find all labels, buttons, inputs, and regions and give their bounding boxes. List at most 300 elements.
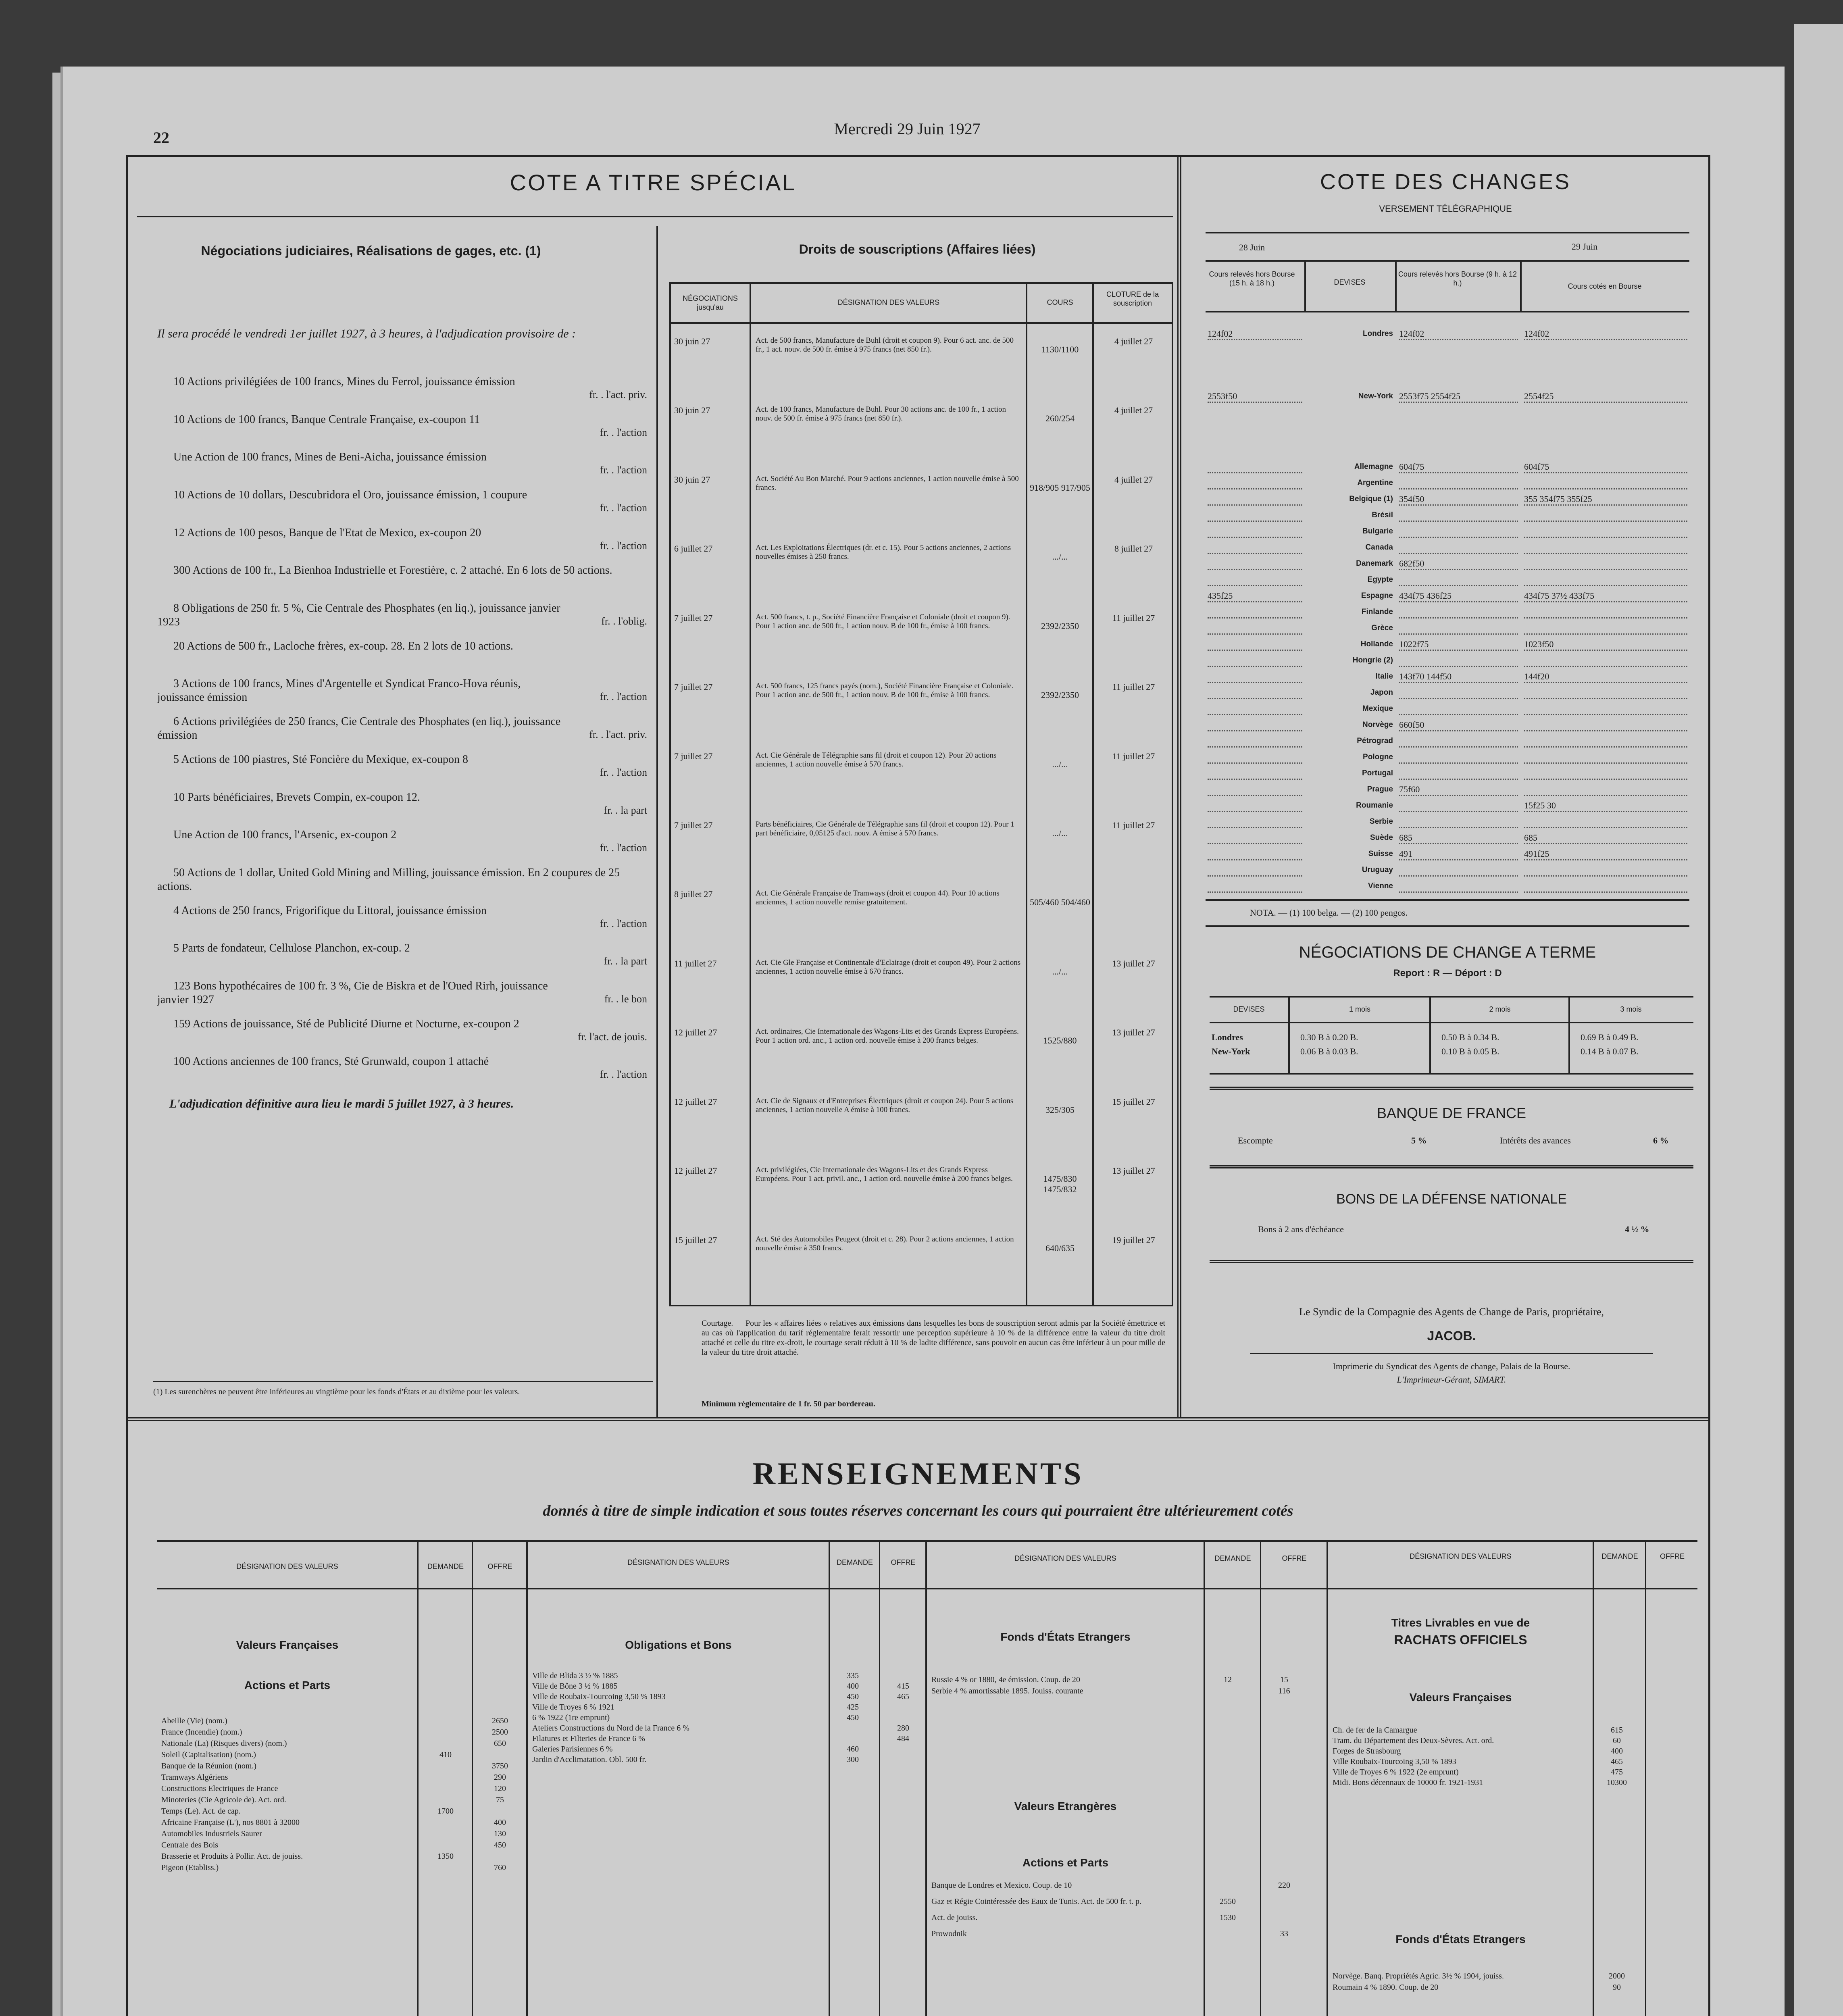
sub-designation: Parts bénéficiaires, Cie Générale de Télégraphie sans fil (droit et coupon 12). Pour 1 part bénéficiaire, 0,05125 d'act. nouv. A émise à 570 francs. bbox=[756, 820, 1014, 837]
souscriptions-title: Droits de souscriptions (Affaires liées) bbox=[799, 242, 1036, 256]
valeur-name: Ville de Troyes 6 % 1922 (2e emprunt) bbox=[1333, 1768, 1459, 1776]
change-bourse bbox=[1524, 816, 1687, 828]
sub-cours: 1525/880 bbox=[1043, 1035, 1077, 1045]
sub-cours: 260/254 bbox=[1045, 413, 1075, 423]
valeur-offre: 75 bbox=[496, 1795, 504, 1804]
valeur-name: Abeille (Vie) (nom.) bbox=[161, 1716, 227, 1725]
change-hors-bourse: 1022f75 bbox=[1399, 639, 1518, 651]
valeur-name: Africaine Française (L'), nos 8801 à 32000 bbox=[161, 1818, 300, 1827]
sub-date: 30 juin 27 bbox=[674, 405, 710, 415]
change-hors-bourse: 143f70 144f50 bbox=[1399, 671, 1518, 683]
adjudication-unit: fr. l'act. de jouis. bbox=[577, 1031, 647, 1043]
change-bourse bbox=[1524, 478, 1687, 489]
change-bourse: 434f75 37½ 433f75 bbox=[1524, 591, 1687, 602]
divider-renseignements bbox=[126, 1417, 1710, 1421]
change-hors-bourse: 434f75 436f25 bbox=[1399, 591, 1518, 602]
sub-date: 7 juillet 27 bbox=[674, 751, 713, 761]
valeur-name: Roumain 4 % 1890. Coup. de 20 bbox=[1333, 1983, 1439, 1992]
valeur-offre: 33 bbox=[1280, 1929, 1288, 1938]
change-prev bbox=[1208, 720, 1302, 731]
valeur-name: Ville de Roubaix-Tourcoing 3,50 % 1893 bbox=[532, 1692, 666, 1701]
change-bourse bbox=[1524, 655, 1687, 667]
sub-cloture: 4 juillet 27 bbox=[1114, 475, 1153, 485]
valeur-demande: 335 bbox=[847, 1671, 859, 1680]
terme-devise: Londres bbox=[1212, 1032, 1243, 1042]
terme-table: DEVISES 1 mois 2 mois 3 mois Londres 0.30 B à 0.20 B. 0.50 B à 0.34 B. 0.69 B à 0.49 B. New-York 0.06 B à 0.03 B. 0.10 B à 0.05 B. 0.14 B à 0.07 B. bbox=[1210, 996, 1693, 1075]
sub-designation: Act. de 500 francs, Manufacture de Buhl (droit et coupon 9). Pour 6 act. anc. de 500 fr., 1 act. nouv. de 500 fr. émise à 975 francs (net 850 fr.). bbox=[756, 336, 1014, 354]
adjudication-unit: fr. . l'action bbox=[600, 1068, 647, 1080]
valeur-demande: 400 bbox=[847, 1682, 859, 1691]
adjudication-item: 123 Bons hypothécaires de 100 fr. 3 %, Cie de Biskra et de l'Oued Rirh, jouissance janvier 1927 bbox=[157, 980, 548, 1006]
adjudication-unit: fr. . l'action bbox=[600, 464, 647, 476]
change-devise: Belgique (1) bbox=[1349, 495, 1393, 503]
change-prev bbox=[1208, 881, 1302, 893]
imprimerie-text: Imprimerie du Syndicat des Agents de change, Palais de la Bourse. bbox=[1333, 1361, 1570, 1371]
change-prev bbox=[1208, 494, 1302, 506]
valeur-name: Automobiles Industriels Saurer bbox=[161, 1829, 262, 1838]
adjudication-item: 100 Actions anciennes de 100 francs, Sté Grunwald, coupon 1 attaché bbox=[173, 1055, 489, 1068]
change-bourse bbox=[1524, 623, 1687, 635]
adjudication-item: 12 Actions de 100 pesos, Banque de l'Etat de Mexico, ex-coupon 20 bbox=[173, 527, 481, 539]
change-devise: Londres bbox=[1363, 329, 1393, 338]
sub-cours: .../... bbox=[1052, 552, 1068, 562]
change-devise: Norvège bbox=[1362, 721, 1393, 729]
sub-date: 30 juin 27 bbox=[674, 336, 710, 346]
valeur-name: Serbie 4 % amortissable 1895. Jouiss. courante bbox=[931, 1687, 1083, 1695]
sub-cours: 1475/830 1475/832 bbox=[1043, 1174, 1077, 1194]
adjudication-item: 10 Parts bénéficiaires, Brevets Compin, ex-coupon 12. bbox=[173, 791, 420, 804]
footnote: (1) Les surenchères ne peuvent être inférieures au vingtième pour les fonds d'États et au dixième pour les valeurs. bbox=[153, 1387, 520, 1396]
change-bourse bbox=[1524, 558, 1687, 570]
valeur-demande: 410 bbox=[439, 1750, 452, 1759]
valeur-name: Filatures et Filteries de France 6 % bbox=[532, 1734, 645, 1743]
change-prev bbox=[1208, 655, 1302, 667]
sub-designation: Act. Cie Générale de Télégraphie sans fil (droit et coupon 12). Pour 20 actions anciennes, 1 action nouvelle émise à 570 francs. bbox=[756, 751, 997, 768]
sub-date: 8 juillet 27 bbox=[674, 889, 713, 899]
renseignements-title: RENSEIGNEMENTS bbox=[752, 1456, 1084, 1491]
adjudication-item: 159 Actions de jouissance, Sté de Publicité Diurne et Nocturne, ex-coupon 2 bbox=[173, 1018, 519, 1030]
sub-cloture: 13 juillet 27 bbox=[1112, 1027, 1155, 1037]
sub-cours: 325/305 bbox=[1045, 1105, 1075, 1115]
change-devise: Prague bbox=[1367, 785, 1393, 793]
change-bourse bbox=[1524, 736, 1687, 748]
valeur-demande: 1530 bbox=[1220, 1913, 1236, 1922]
date-prev: 28 Juin bbox=[1239, 242, 1265, 252]
change-devise: Pétrograd bbox=[1357, 737, 1393, 745]
titres-livrables-heading: Titres Livrables en vue de bbox=[1391, 1616, 1530, 1629]
change-prev bbox=[1208, 704, 1302, 715]
valeur-name: Temps (Le). Act. de cap. bbox=[161, 1807, 241, 1816]
valeur-offre: 760 bbox=[494, 1863, 506, 1872]
change-devise: Suède bbox=[1370, 833, 1393, 842]
valeur-offre: 290 bbox=[494, 1773, 506, 1782]
changes-subtitle: VERSEMENT TÉLÉGRAPHIQUE bbox=[1379, 204, 1512, 214]
sub-cloture: 13 juillet 27 bbox=[1112, 958, 1155, 968]
sub-date: 12 juillet 27 bbox=[674, 1097, 717, 1107]
valeur-name: Russie 4 % or 1880, 4e émission. Coup. de 20 bbox=[931, 1675, 1080, 1684]
adjudication-unit: fr. . l'action bbox=[600, 766, 647, 778]
change-devise: Brésil bbox=[1372, 511, 1393, 519]
sub-date: 11 juillet 27 bbox=[674, 958, 717, 968]
sub-cours: 2392/2350 bbox=[1041, 690, 1079, 700]
sub-cours: 1130/1100 bbox=[1041, 344, 1079, 354]
banque-title: BANQUE DE FRANCE bbox=[1377, 1105, 1526, 1121]
change-prev: 124f02 bbox=[1208, 329, 1302, 340]
change-prev: 2553f50 bbox=[1208, 391, 1302, 403]
outro-text: L'adjudication définitive aura lieu le mardi 5 juillet 1927, à 3 heures. bbox=[169, 1097, 514, 1110]
sub-date: 6 juillet 27 bbox=[674, 544, 713, 554]
valeur-offre: 2500 bbox=[492, 1728, 508, 1737]
sub-designation: Act. ordinaires, Cie Internationale des Wagons-Lits et des Grands Express Européens. Pour 1 action ord. anc., 1 action ord. nouvelle émise à 200 francs belges. bbox=[756, 1027, 1019, 1045]
change-hors-bourse bbox=[1399, 575, 1518, 586]
change-bourse: 1023f50 bbox=[1524, 639, 1687, 651]
change-prev bbox=[1208, 752, 1302, 764]
change-hors-bourse bbox=[1399, 704, 1518, 715]
valeur-offre: 400 bbox=[494, 1818, 506, 1827]
valeur-name: Ville Roubaix-Tourcoing 3,50 % 1893 bbox=[1333, 1757, 1456, 1766]
terme-subtitle: Report : R — Déport : D bbox=[1393, 968, 1502, 979]
valeur-demande: 90 bbox=[1613, 1983, 1621, 1992]
adjudication-item: 300 Actions de 100 fr., La Bienhoa Industrielle et Forestière, c. 2 attaché. En 6 lots de 50 actions. bbox=[173, 564, 612, 577]
change-bourse bbox=[1524, 784, 1687, 796]
valeur-demande: 425 bbox=[847, 1703, 859, 1712]
change-devise: Hongrie (2) bbox=[1352, 656, 1393, 664]
change-bourse bbox=[1524, 607, 1687, 619]
adjudication-unit: fr. . l'action bbox=[600, 842, 647, 854]
bons-title: BONS DE LA DÉFENSE NATIONALE bbox=[1336, 1191, 1567, 1207]
valeur-name: Constructions Electriques de France bbox=[161, 1784, 278, 1793]
col-header-cours: COURS bbox=[1047, 298, 1073, 306]
adjudication-item: 20 Actions de 500 fr., Lacloche frères, ex-coup. 28. En 2 lots de 10 actions. bbox=[173, 640, 513, 652]
valeur-name: Tram. du Département des Deux-Sèvres. Act. ord. bbox=[1333, 1736, 1494, 1745]
valeurs-etrangeres-heading: Valeurs Etrangères bbox=[1014, 1800, 1117, 1812]
valeur-offre: 465 bbox=[897, 1692, 909, 1701]
change-devise: Danemark bbox=[1356, 559, 1393, 568]
valeurs-francaises-heading: Valeurs Françaises bbox=[236, 1639, 339, 1651]
valeur-demande: 400 bbox=[1611, 1747, 1623, 1756]
change-hors-bourse: 124f02 bbox=[1399, 329, 1518, 340]
adjudication-item: 10 Actions de 10 dollars, Descubridora el Oro, jouissance émission, 1 coupure bbox=[173, 489, 527, 501]
adjudication-item: 4 Actions de 250 francs, Frigorifique du Littoral, jouissance émission bbox=[173, 904, 487, 917]
gerant-text: L'Imprimeur-Gérant, SIMART. bbox=[1397, 1375, 1506, 1385]
valeur-name: Nationale (La) (Risques divers) (nom.) bbox=[161, 1739, 287, 1748]
change-prev: 435f25 bbox=[1208, 591, 1302, 602]
change-bourse: 124f02 bbox=[1524, 329, 1687, 340]
valeur-demande: 1700 bbox=[437, 1807, 454, 1816]
valeur-demande: 460 bbox=[847, 1745, 859, 1754]
adjudication-unit: fr. . l'action bbox=[600, 502, 647, 514]
change-bourse bbox=[1524, 526, 1687, 538]
sub-cloture: 8 juillet 27 bbox=[1114, 544, 1153, 554]
syndic-name: JACOB. bbox=[1427, 1329, 1476, 1343]
change-hors-bourse: 660f50 bbox=[1399, 720, 1518, 731]
valeur-offre: 220 bbox=[1278, 1881, 1290, 1890]
sub-cloture: 15 juillet 27 bbox=[1112, 1097, 1155, 1107]
sub-cloture: 19 juillet 27 bbox=[1112, 1235, 1155, 1245]
adjudication-unit: fr. . le bon bbox=[604, 993, 647, 1005]
adjudication-unit: fr. . l'action bbox=[600, 691, 647, 702]
change-hors-bourse bbox=[1399, 865, 1518, 877]
sub-designation: Act. 500 francs, 125 francs payés (nom.), Société Financière Française et Coloniale. Pour 1 action anc. de 500 fr., 1 action nouv. B de 100 fr., émise à 100 francs. bbox=[756, 682, 1014, 699]
change-devise: Argentine bbox=[1357, 479, 1393, 487]
change-prev bbox=[1208, 526, 1302, 538]
change-bourse bbox=[1524, 720, 1687, 731]
adjudication-item: 50 Actions de 1 dollar, United Gold Mining and Milling, jouissance émission. En 2 coupures de 25 actions. bbox=[157, 866, 620, 893]
valeur-demande: 450 bbox=[847, 1713, 859, 1722]
valeur-name: Soleil (Capitalisation) (nom.) bbox=[161, 1750, 256, 1759]
change-prev bbox=[1208, 784, 1302, 796]
change-prev bbox=[1208, 558, 1302, 570]
valeur-name: Forges de Strasbourg bbox=[1333, 1747, 1401, 1756]
page-number: 22 bbox=[153, 129, 169, 147]
change-devise: Hollande bbox=[1360, 640, 1393, 648]
valeur-offre: 116 bbox=[1278, 1687, 1290, 1695]
change-devise: Italie bbox=[1375, 672, 1393, 681]
minimum-text: Minimum réglementaire de 1 fr. 50 par bordereau. bbox=[702, 1400, 875, 1408]
renseignements-subtitle: donnés à titre de simple indication et sous toutes réserves concernant les cours qui pourraient être ultérieurement cotés bbox=[543, 1502, 1293, 1519]
sub-date: 15 juillet 27 bbox=[674, 1235, 717, 1245]
change-prev bbox=[1208, 607, 1302, 619]
sub-designation: Act. Société Au Bon Marché. Pour 9 actions anciennes, 1 action nouvelle émise à 500 francs. bbox=[756, 475, 1019, 492]
syndic-text: Le Syndic de la Compagnie des Agents de Change de Paris, propriétaire, bbox=[1299, 1306, 1604, 1318]
change-hors-bourse bbox=[1399, 542, 1518, 554]
sub-designation: Act. Cie Générale Française de Tramways (droit et coupon 44). Pour 10 actions anciennes, 1 action nouvelle remise gratuitement. bbox=[756, 889, 1000, 906]
change-bourse: 604f75 bbox=[1524, 462, 1687, 473]
sub-date: 7 juillet 27 bbox=[674, 613, 713, 623]
change-bourse: 491f25 bbox=[1524, 849, 1687, 860]
changes-nota: NOTA. — (1) 100 belga. — (2) 100 pengos. bbox=[1250, 908, 1408, 918]
change-devise: Bulgarie bbox=[1362, 527, 1393, 535]
change-prev bbox=[1208, 623, 1302, 635]
valeur-demande: 300 bbox=[847, 1755, 859, 1764]
sub-cloture: 11 juillet 27 bbox=[1112, 820, 1155, 830]
sub-cloture: 4 juillet 27 bbox=[1114, 405, 1153, 415]
valeur-name: Ville de Blida 3 ½ % 1885 bbox=[532, 1671, 618, 1680]
valeur-name: Prowodnik bbox=[931, 1929, 967, 1938]
change-hors-bourse: 354f50 bbox=[1399, 494, 1518, 506]
terme-title: NÉGOCIATIONS DE CHANGE A TERME bbox=[1299, 943, 1596, 961]
change-devise: Portugal bbox=[1362, 769, 1393, 777]
valeur-offre: 15 bbox=[1280, 1675, 1288, 1684]
adjudication-list bbox=[157, 375, 647, 1101]
change-hors-bourse: 2553f75 2554f25 bbox=[1399, 391, 1518, 403]
divider-changes bbox=[1177, 155, 1181, 1417]
valeur-offre: 415 bbox=[897, 1682, 909, 1691]
change-prev bbox=[1208, 478, 1302, 489]
valeur-name: Banque de la Réunion (nom.) bbox=[161, 1762, 257, 1770]
change-prev bbox=[1208, 687, 1302, 699]
change-devise: Allemagne bbox=[1354, 462, 1393, 471]
change-bourse bbox=[1524, 865, 1687, 877]
adjudication-item: 6 Actions privilégiées de 250 francs, Cie Centrale des Phosphates (en liq.), jouissance émission bbox=[157, 715, 561, 741]
adjudication-item: 5 Parts de fondateur, Cellulose Planchon, ex-coup. 2 bbox=[173, 942, 410, 954]
actions-parts-heading: Actions et Parts bbox=[244, 1679, 331, 1691]
change-prev bbox=[1208, 671, 1302, 683]
change-hors-bourse bbox=[1399, 768, 1518, 780]
change-hors-bourse: 75f60 bbox=[1399, 784, 1518, 796]
change-prev bbox=[1208, 849, 1302, 860]
adjudication-unit: fr. . l'act. priv. bbox=[589, 729, 647, 740]
valeur-name: Midi. Bons décennaux de 10000 fr. 1921-1931 bbox=[1333, 1778, 1483, 1787]
change-prev bbox=[1208, 639, 1302, 651]
valeur-demande: 10300 bbox=[1607, 1778, 1627, 1787]
sub-designation: Act. 500 francs, t. p., Société Financière Française et Coloniale (droit et coupon 9). Pour 1 action anc. de 500 fr., 1 action nouv. B de 100 fr., émise à 100 francs. bbox=[756, 613, 1010, 630]
change-devise: Uruguay bbox=[1362, 866, 1393, 874]
valeur-name: Jardin d'Acclimatation. Obl. 500 fr. bbox=[532, 1755, 646, 1764]
sub-date: 12 juillet 27 bbox=[674, 1027, 717, 1037]
change-bourse bbox=[1524, 575, 1687, 586]
change-prev bbox=[1208, 510, 1302, 522]
rule bbox=[137, 216, 1173, 217]
change-bourse: 355 354f75 355f25 bbox=[1524, 494, 1687, 506]
sub-date: 30 juin 27 bbox=[674, 475, 710, 485]
change-devise: Serbie bbox=[1369, 817, 1393, 826]
courtage-text: Courtage. — Pour les « affaires liées » relatives aux émissions dans lesquelles les bons de souscription seront admis par la Société émettrice et au cas où l'application du tarif réglementaire ferait ressortir une perception supérieure à 10 % de la différence entre la valeur du titre droit attaché et celle du titre ex-droit, le courtage serait réduit à 10 % de ladite différence, sans pouvoir en aucun cas être inférieur à un pour mille de la valeur du titre droit attaché. bbox=[702, 1319, 1165, 1357]
sub-designation: Act. Cie Gle Française et Continentale d'Eclairage (droit et coupon 49). Pour 2 actions anciennes, 1 action nouvelle émise à 670 francs. bbox=[756, 958, 1021, 976]
adjacent-page-edge bbox=[1794, 24, 1843, 2016]
valeur-offre: 280 bbox=[897, 1724, 909, 1733]
change-devise: Japon bbox=[1370, 688, 1393, 697]
change-bourse bbox=[1524, 881, 1687, 893]
change-prev bbox=[1208, 865, 1302, 877]
change-hors-bourse: 604f75 bbox=[1399, 462, 1518, 473]
sub-cours: .../... bbox=[1052, 759, 1068, 769]
change-prev bbox=[1208, 542, 1302, 554]
sub-cours: 2392/2350 bbox=[1041, 621, 1079, 631]
change-prev bbox=[1208, 833, 1302, 844]
adjudication-item: 5 Actions de 100 piastres, Sté Foncière du Mexique, ex-coupon 8 bbox=[173, 753, 468, 766]
col-header-cloture: CLOTURE de la souscription bbox=[1106, 290, 1159, 307]
valeur-offre: 450 bbox=[494, 1841, 506, 1849]
change-devise: Roumanie bbox=[1356, 801, 1393, 810]
adjudication-unit: fr. . l'act. priv. bbox=[589, 389, 647, 400]
valeur-name: Minoteries (Cie Agricole de). Act. ord. bbox=[161, 1795, 286, 1804]
valeur-demande: 475 bbox=[1611, 1768, 1623, 1776]
fonds-etrangers-heading: Fonds d'États Etrangers bbox=[1000, 1631, 1131, 1643]
adjudication-item: 10 Actions de 100 francs, Banque Centrale Française, ex-coupon 11 bbox=[173, 413, 480, 426]
cote-titre-title: COTE A TITRE SPÉCIAL bbox=[510, 170, 797, 195]
valeur-name: Ville de Bône 3 ½ % 1885 bbox=[532, 1682, 618, 1691]
sub-designation: Act. Les Exploitations Électriques (dr. et c. 15). Pour 5 actions anciennes, 2 actions nouvelles émises à 250 francs. bbox=[756, 544, 1011, 561]
sub-designation: Act. privilégiées, Cie Internationale des Wagons-Lits et des Grands Express Européens. Pour 1 act. privil. anc., 1 action ord. nouvelle émise à 200 francs belges. bbox=[756, 1166, 1013, 1183]
valeur-demande: 2000 bbox=[1609, 1972, 1625, 1981]
sub-cloture: 11 juillet 27 bbox=[1112, 751, 1155, 761]
valeur-demande: 450 bbox=[847, 1692, 859, 1701]
adjudication-unit: fr. . la part bbox=[604, 804, 647, 816]
changes-rows bbox=[1206, 329, 1689, 893]
sub-date: 7 juillet 27 bbox=[674, 682, 713, 692]
change-bourse bbox=[1524, 768, 1687, 780]
valeur-offre: 2650 bbox=[492, 1716, 508, 1725]
valeur-offre: 650 bbox=[494, 1739, 506, 1748]
change-hors-bourse bbox=[1399, 736, 1518, 748]
change-prev bbox=[1208, 575, 1302, 586]
change-hors-bourse: 685 bbox=[1399, 833, 1518, 844]
sub-cours: .../... bbox=[1052, 828, 1068, 838]
valeur-offre: 3750 bbox=[492, 1762, 508, 1770]
rachats-officiels-heading: RACHATS OFFICIELS bbox=[1394, 1633, 1527, 1647]
valeur-name: Centrale des Bois bbox=[161, 1841, 219, 1849]
change-hors-bourse bbox=[1399, 800, 1518, 812]
valeur-name: Gaz et Régie Cointéressée des Eaux de Tunis. Act. de 500 fr. t. p. bbox=[931, 1897, 1142, 1906]
change-devise: Suisse bbox=[1368, 850, 1393, 858]
valeur-name: Pigeon (Etabliss.) bbox=[161, 1863, 219, 1872]
change-hors-bourse bbox=[1399, 607, 1518, 619]
sub-cloture: 11 juillet 27 bbox=[1112, 613, 1155, 623]
sub-cloture: 13 juillet 27 bbox=[1112, 1166, 1155, 1176]
change-devise: Finlande bbox=[1361, 608, 1393, 616]
intro-text: Il sera procédé le vendredi 1er juillet 1927, à 3 heures, à l'adjudication provisoire de : bbox=[157, 327, 576, 340]
adjudication-item: 10 Actions privilégiées de 100 francs, Mines du Ferrol, jouissance émission bbox=[173, 375, 515, 388]
change-hors-bourse bbox=[1399, 655, 1518, 667]
sub-date: 12 juillet 27 bbox=[674, 1166, 717, 1176]
change-devise: Grèce bbox=[1371, 624, 1393, 632]
sub-cours: 918/905 917/905 bbox=[1030, 483, 1090, 493]
change-bourse: 2554f25 bbox=[1524, 391, 1687, 403]
sub-cours: 640/635 bbox=[1045, 1243, 1075, 1253]
change-devise: Pologne bbox=[1363, 753, 1393, 761]
negociations-heading: Négociations judiciaires, Réalisations de gages, etc. (1) bbox=[201, 244, 541, 258]
fonds-etrangers-heading: Fonds d'États Etrangers bbox=[1395, 1933, 1526, 1945]
change-hors-bourse: 491 bbox=[1399, 849, 1518, 860]
sub-cours: 505/460 504/460 bbox=[1030, 897, 1090, 907]
change-prev bbox=[1208, 462, 1302, 473]
change-hors-bourse bbox=[1399, 752, 1518, 764]
valeur-offre: 120 bbox=[494, 1784, 506, 1793]
change-hors-bourse bbox=[1399, 687, 1518, 699]
change-bourse bbox=[1524, 704, 1687, 715]
change-prev bbox=[1208, 768, 1302, 780]
change-prev bbox=[1208, 816, 1302, 828]
adjudication-item: 8 Obligations de 250 fr. 5 %, Cie Centrale des Phosphates (en liq.), jouissance janvier 1923 bbox=[157, 602, 560, 628]
sub-designation: Act. de 100 francs, Manufacture de Buhl. Pour 30 actions anc. de 100 fr., 1 action nouv. de 500 fr. émise à 975 francs (net 850 fr.). bbox=[756, 405, 1006, 423]
valeur-demande: 60 bbox=[1613, 1736, 1621, 1745]
change-devise: Mexique bbox=[1362, 704, 1393, 713]
sub-date: 7 juillet 27 bbox=[674, 820, 713, 830]
divider-souscriptions bbox=[656, 226, 658, 1417]
change-bourse bbox=[1524, 752, 1687, 764]
change-bourse: 685 bbox=[1524, 833, 1687, 844]
adjudication-unit: fr. . l'action bbox=[600, 427, 647, 438]
valeur-name: Tramways Algériens bbox=[161, 1773, 228, 1782]
change-hors-bourse bbox=[1399, 526, 1518, 538]
change-bourse: 144f20 bbox=[1524, 671, 1687, 683]
change-devise: New-York bbox=[1358, 392, 1393, 400]
change-prev bbox=[1208, 736, 1302, 748]
adjudication-unit: fr. . l'oblig. bbox=[601, 615, 647, 627]
adjudication-item: Une Action de 100 francs, l'Arsenic, ex-coupon 2 bbox=[173, 829, 397, 841]
adjudication-unit: fr. . l'action bbox=[600, 540, 647, 552]
valeur-name: France (Incendie) (nom.) bbox=[161, 1728, 242, 1737]
change-hors-bourse bbox=[1399, 478, 1518, 489]
change-bourse bbox=[1524, 542, 1687, 554]
valeur-demande: 12 bbox=[1224, 1675, 1232, 1684]
page-date: Mercredi 29 Juin 1927 bbox=[834, 120, 981, 138]
changes-title: COTE DES CHANGES bbox=[1320, 170, 1571, 194]
valeur-offre: 130 bbox=[494, 1829, 506, 1838]
valeur-name: Banque de Londres et Mexico. Coup. de 10 bbox=[931, 1881, 1072, 1890]
rule bbox=[153, 1381, 653, 1382]
actions-parts-heading: Actions et Parts bbox=[1022, 1856, 1109, 1869]
change-bourse: 15f25 30 bbox=[1524, 800, 1687, 812]
obligations-bons-heading: Obligations et Bons bbox=[625, 1639, 732, 1651]
change-devise: Canada bbox=[1365, 543, 1393, 552]
valeur-name: Act. de jouiss. bbox=[931, 1913, 978, 1922]
adjudication-item: Une Action de 100 francs, Mines de Beni-Aicha, jouissance émission bbox=[173, 451, 487, 463]
valeur-name: Brasserie et Produits à Pollir. Act. de jouiss. bbox=[161, 1852, 303, 1861]
valeur-offre: 484 bbox=[897, 1734, 909, 1743]
valeur-demande: 465 bbox=[1611, 1757, 1623, 1766]
